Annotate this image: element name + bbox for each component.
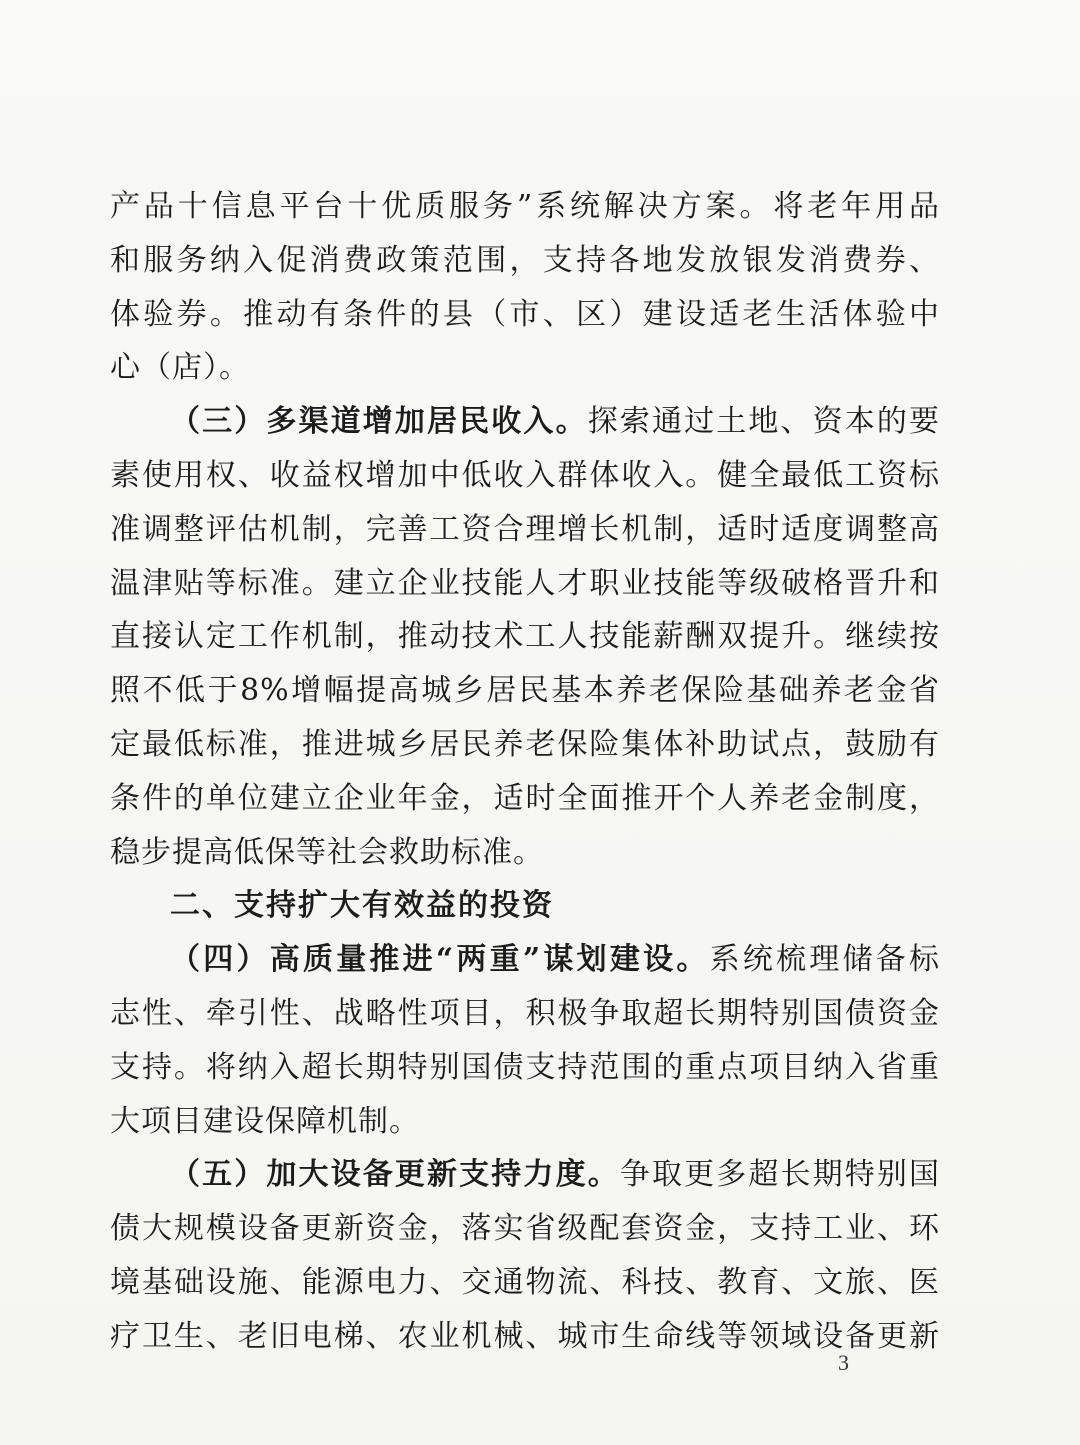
text-line: 温津贴等标准。建立企业技能人才职业技能等级破格晋升和 <box>110 565 940 601</box>
section-title-3: （三）多渠道增加居民收入。 <box>170 404 588 440</box>
text-line: 支持。将纳入超长期特别国债支持范围的重点项目纳入省重 <box>110 1049 940 1085</box>
text-line: 境基础设施、能源电力、交通物流、科技、教育、文旅、医 <box>110 1264 940 1300</box>
text-line: 体验券。推动有条件的县（市、区）建设适老生活体验中 <box>110 296 940 332</box>
text-line: 素使用权、收益权增加中低收入群体收入。健全最低工资标 <box>110 457 940 493</box>
text-line-rest: 探索通过土地、资本的要 <box>587 404 941 440</box>
text-line: 稳步提高低保等社会救助标准。 <box>110 834 544 870</box>
text-line: 准调整评估机制，完善工资合理增长机制，适时适度调整高 <box>110 511 940 547</box>
text-line: 产品十信息平台十优质服务”系统解决方案。将老年用品 <box>110 189 940 224</box>
document-body <box>110 180 940 1364</box>
text-line: 照不低于8%增幅提高城乡居民基本养老保险基础养老金省 <box>110 673 940 709</box>
text-line: 疗卫生、老旧电梯、农业机械、城市生命线等领域设备更新 <box>110 1318 940 1354</box>
text-line: 债大规模设备更新资金，落实省级配套资金，支持工业、环 <box>110 1211 940 1247</box>
text-line: 和服务纳入促消费政策范围，支持各地发放银发消费券、 <box>110 242 940 278</box>
chapter-heading: 二、支持扩大有效益的投资 <box>170 888 554 924</box>
section-line <box>110 933 940 987</box>
text-line: 心（店）。 <box>110 350 250 386</box>
section-title-5: （五）加大设备更新支持力度。 <box>170 1157 620 1193</box>
page-number: 3 <box>838 1350 849 1375</box>
text-line: 直接认定工作机制，推动技术工人技能薪酬双提升。继续按 <box>110 619 940 655</box>
text-line: 条件的单位建立企业年金，适时全面推开个人养老金制度， <box>110 780 940 816</box>
text-line-rest: 争取更多超长期特别国 <box>619 1157 941 1193</box>
text-line: 大项目建设保障机制。 <box>110 1103 420 1139</box>
section-line <box>110 1148 940 1202</box>
text-line: 定最低标准，推进城乡居民养老保险集体补助试点，鼓励有 <box>110 726 940 762</box>
section-title-4: （四）高质量推进“两重”谋划建设。 <box>170 942 710 978</box>
section-line <box>110 395 940 449</box>
text-line: 志性、牵引性、战略性项目，积极争取超长期特别国债资金 <box>110 995 940 1031</box>
text-line-rest: 系统梳理储备标 <box>709 942 941 978</box>
